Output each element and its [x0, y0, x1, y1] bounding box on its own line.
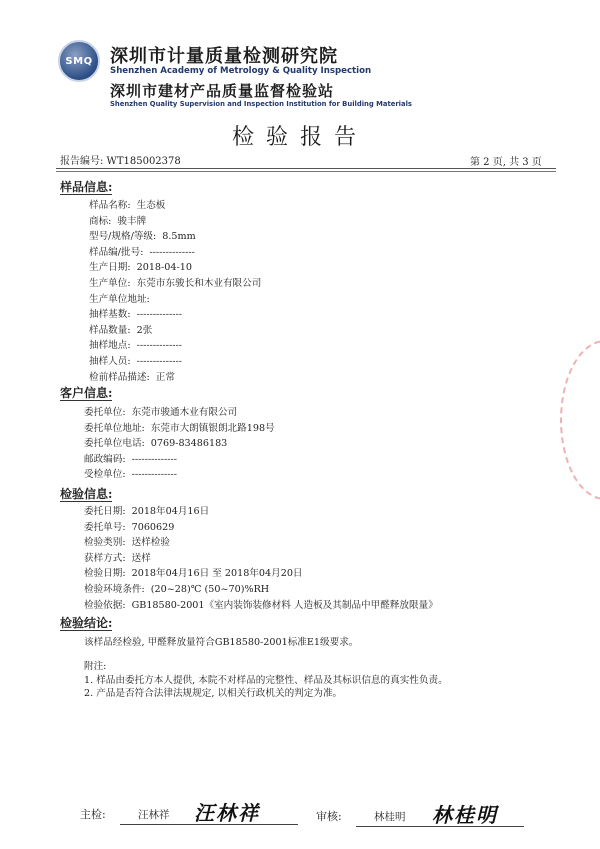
inspection-field-label: 检验类别: [84, 537, 126, 549]
customer-field-row [84, 468, 177, 481]
sample-field-label: 商标: [89, 215, 112, 227]
inspection-field-value: GB18580-2001《室内装饰装修材料 人造板及其制品中甲醛释放限量》 [131, 599, 438, 611]
customer-field-value: 0769-83486183 [150, 438, 228, 450]
inspection-field-value: 2018年04月16日 至 2018年04月20日 [131, 568, 303, 580]
inspection-field-value: 送样 [131, 552, 151, 564]
institute-name-en: Shenzhen Academy of Metrology & Quality Inspection [110, 66, 372, 76]
sample-field-value: 东莞市东骏长和木业有限公司 [136, 278, 262, 289]
main-inspector-name: 汪林祥 [138, 809, 170, 821]
official-seal [560, 340, 600, 500]
sample-field-row [89, 246, 195, 259]
inspection-field-value: 2018年04月16日 [131, 506, 210, 517]
sample-field-row [89, 339, 182, 352]
inspection-field-value: (20~28)℃ (50~70)%RH [150, 584, 270, 595]
customer-field-value: 东莞市大朗镇银朗北路198号 [150, 422, 275, 434]
sample-field-row [89, 355, 182, 368]
sample-field-label: 抽样人员: [89, 356, 131, 367]
inspection-field-row [84, 505, 209, 518]
customer-field-label: 委托单位电话: [84, 438, 145, 450]
sample-field-label: 型号/规格/等级: [89, 231, 157, 243]
customer-field-row [84, 422, 275, 435]
customer-info-heading: 客户信息: [60, 386, 113, 400]
sample-field-row [89, 215, 146, 228]
sample-field-label: 生产单位地址: [89, 293, 150, 305]
sample-field-label: 样品名称: [89, 200, 131, 211]
inspection-field-row [84, 599, 438, 612]
inspection-field-row [84, 536, 170, 549]
logo-text: SMQ [65, 55, 93, 67]
main-inspector-line [120, 824, 298, 825]
reviewer-name: 林桂明 [374, 811, 406, 823]
sample-field-value: 正常 [155, 371, 175, 383]
sample-field-value: 8.5mm [162, 231, 196, 243]
inspection-field-row [84, 583, 269, 596]
sample-field-value: 生态板 [136, 200, 166, 211]
header-divider [56, 168, 556, 169]
sample-field-row [89, 293, 156, 306]
inspection-field-label: 委托单号: [84, 521, 126, 533]
inspection-field-row [84, 567, 303, 580]
inspection-field-label: 检验日期: [84, 568, 126, 580]
institute-name-cn: 深圳市计量质量检测研究院 [110, 46, 338, 67]
customer-field-value: 东莞市骏通木业有限公司 [131, 407, 238, 418]
sample-field-label: 样品编/批号: [89, 246, 144, 258]
inspection-field-row [84, 552, 151, 565]
customer-field-row [84, 437, 227, 450]
main-inspector-signature: 汪林祥 [194, 801, 260, 825]
inspection-field-label: 委托日期: [84, 506, 126, 517]
sample-field-value: -------------- [136, 356, 182, 367]
sample-field-value: 2张 [136, 324, 153, 336]
page-indicator: 第 2 页, 共 3 页 [470, 157, 542, 168]
reviewer-line [356, 826, 524, 827]
station-name-cn: 深圳市建材产品质量监督检验站 [110, 82, 335, 100]
sample-info-heading: 样品信息: [60, 180, 113, 194]
customer-field-value: -------------- [131, 469, 177, 481]
inspection-field-value: 送样检验 [131, 537, 170, 549]
document-title: 检验报告 [231, 125, 368, 150]
inspection-field-label: 检验环境条件: [84, 584, 145, 595]
customer-field-row [84, 453, 177, 466]
customer-field-value: -------------- [131, 453, 177, 465]
note-item-2: 2. 产品是否符合法律法规规定, 以相关行政机关的判定为准。 [84, 688, 343, 699]
inspection-field-label: 检验依据: [84, 599, 126, 611]
inspection-field-value: 7060629 [131, 521, 175, 533]
sample-field-value: -------------- [136, 309, 182, 321]
customer-field-row [84, 406, 237, 419]
customer-field-label: 受检单位: [84, 469, 126, 481]
sample-field-row [89, 277, 261, 290]
sample-field-label: 生产日期: [89, 262, 131, 274]
customer-field-label: 委托单位: [84, 407, 126, 418]
sample-field-value: 骏丰牌 [117, 215, 147, 227]
reviewer-signature: 林桂明 [432, 803, 498, 827]
inspection-field-row [84, 521, 174, 534]
sample-field-row [89, 230, 196, 243]
notes-title: 附注: [84, 661, 107, 672]
sample-field-label: 生产单位: [89, 278, 131, 289]
station-name-en: Shenzhen Quality Supervision and Inspection Institution for Building Materials [110, 100, 412, 108]
sample-field-value: -------------- [136, 340, 182, 352]
inspection-info-heading: 检验信息: [60, 487, 113, 501]
reviewer-label: 审核: [316, 810, 342, 823]
sample-field-row [89, 199, 165, 212]
report-number: 报告编号: WT185002378 [60, 156, 181, 167]
main-inspector-label: 主检: [80, 808, 106, 821]
sample-field-label: 检前样品描述: [89, 371, 150, 383]
sample-field-label: 样品数量: [89, 324, 131, 336]
customer-field-label: 委托单位地址: [84, 422, 145, 434]
inspection-field-label: 获样方式: [84, 552, 126, 564]
sample-field-row [89, 324, 152, 337]
conclusion-heading: 检验结论: [60, 616, 113, 630]
customer-field-label: 邮政编码: [84, 453, 126, 465]
sample-field-row [89, 371, 175, 384]
sample-field-label: 抽样基数: [89, 309, 131, 321]
note-item-1: 1. 样品由委托方本人提供, 本院不对样品的完整性、样品及其标识信息的真实性负责。 [84, 675, 448, 686]
sample-field-value: 2018-04-10 [136, 262, 192, 274]
institute-logo [58, 40, 100, 82]
sample-field-value: -------------- [149, 246, 195, 258]
sample-field-row [89, 261, 192, 274]
sample-field-label: 抽样地点: [89, 340, 131, 352]
conclusion-text: 该样品经检验, 甲醛释放量符合GB18580-2001标准E1级要求。 [84, 637, 359, 648]
sample-field-row [89, 308, 182, 321]
header-divider-thin [56, 171, 556, 172]
